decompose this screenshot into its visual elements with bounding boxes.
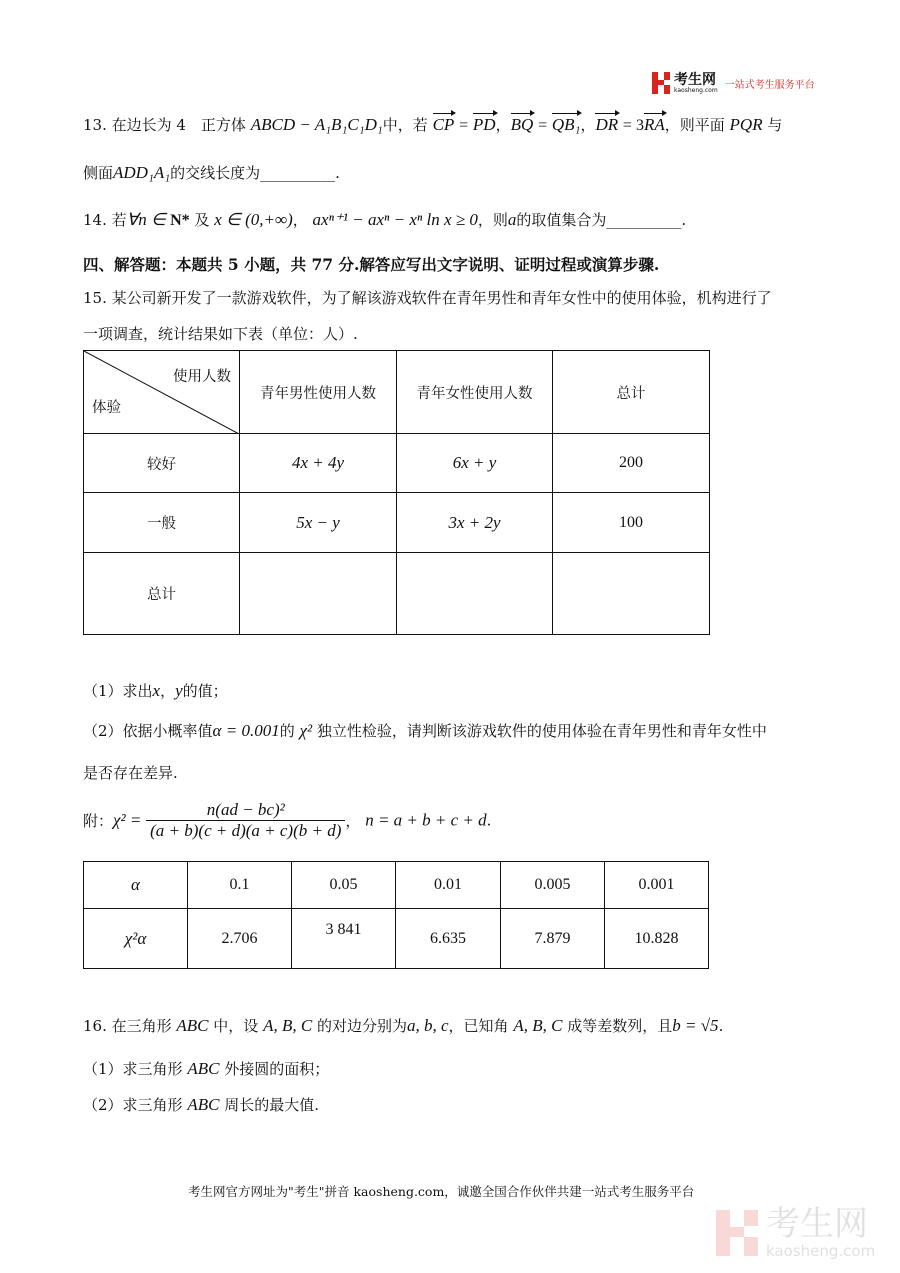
cell: 7.879 — [501, 909, 605, 969]
watermark-logo-icon — [716, 1210, 758, 1256]
row-label: χ²α — [84, 909, 188, 969]
table-row — [84, 553, 710, 635]
diag-bottom-label: 体验 — [92, 400, 121, 416]
cell: 0.05 — [292, 862, 396, 909]
survey-table — [83, 350, 710, 635]
cell: 0.01 — [396, 862, 501, 909]
cell — [240, 553, 397, 635]
cell: 4x + 4y — [240, 434, 397, 493]
q16-part1: （1）求三角形 ABC 外接圆的面积； — [83, 1059, 330, 1078]
cell — [553, 553, 710, 635]
logo-sub: kaosheng.com — [674, 86, 718, 94]
cell: 6x + y — [397, 434, 553, 493]
cell: 0.005 — [501, 862, 605, 909]
q15-part2-cont: 是否存在差异. — [83, 764, 178, 782]
row-label: 较好 — [84, 434, 240, 493]
footer-text: 考生网官方网址为"考生"拼音 kaosheng.com，诚邀全国合作伙伴共建一站式考生服务平台 — [188, 1184, 695, 1199]
q16-part2: （2）求三角形 ABC 周长的最大值. — [83, 1095, 319, 1114]
cell: 6.635 — [396, 909, 501, 969]
question-16: 16. 在三角形 ABC 中，设 A, B, C 的对边分别为a, b, c，已知角 A, B, C 成等差数列，且b = √5. — [83, 1016, 724, 1035]
q15-part2: （2）依据小概率值α = 0.001的 χ² 独立性检验，请判断该游戏软件的使用体验在青年男性和青年女性中 — [83, 721, 767, 740]
table-row — [84, 493, 710, 553]
question-14: 14. 若∀n ∈ N* 及 x ∈ (0,+∞)， axⁿ⁺¹ − axⁿ − xⁿ ln x ≥ 0，则a的取值集合为__________. — [83, 210, 687, 229]
logo-text: 考生网 — [674, 71, 716, 88]
cell — [397, 553, 553, 635]
cell: 3 841 — [292, 909, 396, 969]
table-row — [84, 909, 709, 969]
row-label: 一般 — [84, 493, 240, 553]
column-header: 总计 — [553, 351, 710, 434]
logo-icon — [652, 72, 670, 94]
question-15-line2: 一项调查，统计结果如下表（单位：人）. — [83, 325, 358, 343]
cell: 0.001 — [605, 862, 709, 909]
question-13-line1: 13. 在边长为 4 正方体 ABCD − A₁B₁C₁D₁中，若 CP = PD，BQ = QB₁，DR = 3RA，则平面 PQR 与 — [83, 115, 783, 134]
q15-part1: （1）求出x，y的值； — [83, 681, 228, 700]
cell: 5x − y — [240, 493, 397, 553]
cell: 100 — [553, 493, 710, 553]
row-label: 总计 — [84, 553, 240, 635]
header-logo — [652, 72, 815, 94]
slogan: 一站式考生服务平台 — [724, 79, 815, 91]
cell: 10.828 — [605, 909, 709, 969]
column-header: 青年男性使用人数 — [240, 351, 397, 434]
diag-top-label: 使用人数 — [173, 369, 231, 385]
cell: 0.1 — [188, 862, 292, 909]
table-row — [84, 434, 710, 493]
chi-square-formula: 附：χ² = $\frac{\text{n(ad − bc)²}}{(a + b)(c + d)(a + c)(b + d)}$ ， n = a + b + c + d. — [83, 800, 492, 840]
cell: 2.706 — [188, 909, 292, 969]
question-15-line1: 15. 某公司新开发了一款游戏软件，为了解该游戏软件在青年男性和青年女性中的使用体验，机构进行了 — [83, 289, 772, 307]
table-row — [84, 862, 709, 909]
cell: 200 — [553, 434, 710, 493]
column-header: 青年女性使用人数 — [397, 351, 553, 434]
critical-value-table — [83, 861, 709, 969]
section-4-heading: 四、解答题：本题共 5 小题，共 77 分.解答应写出文字说明、证明过程或演算步骤. — [83, 255, 660, 274]
row-label: α — [84, 862, 188, 909]
cell: 3x + 2y — [397, 493, 553, 553]
question-13-line2: 侧面ADD₁A₁的交线长度为__________. — [83, 163, 340, 182]
diagonal-header-cell — [84, 351, 240, 434]
watermark: 考生网 kaosheng.com — [716, 1206, 875, 1260]
